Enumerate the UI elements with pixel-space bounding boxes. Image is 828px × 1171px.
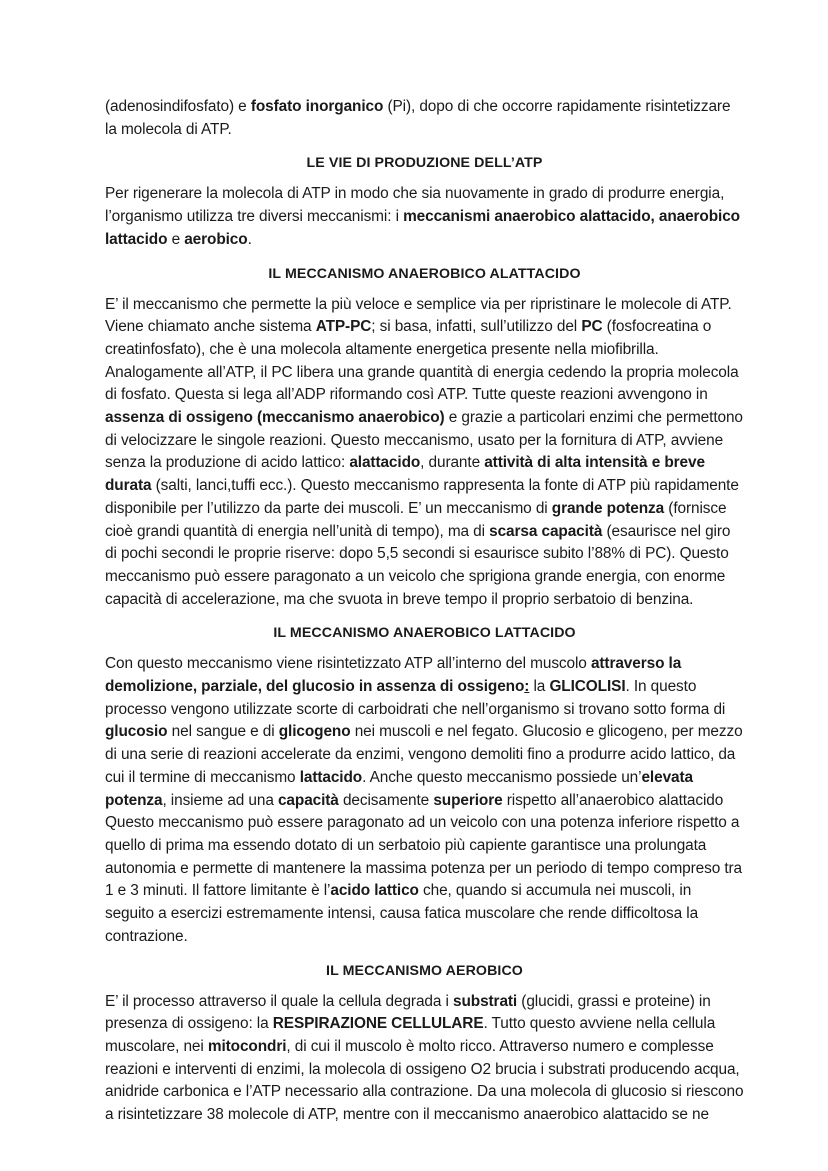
text: ; si basa, infatti, sull’utilizzo del [371,318,582,336]
text: nei muscoli e nel fegato. Glucosio e glicogeno, per mezzo di una serie di reazioni accelerate da enzimi, vengono demoliti fino a produrre acido lattico, da cui il termine di meccanismo [105,723,743,786]
bold-text: alattacido [349,454,421,472]
bold-text: superiore [433,791,503,809]
text: e grazie a particolari enzimi che permettono di velocizzare le singole reazioni. Questo meccanismo, usato per la fornitura di ATP, avviene senza la produzione di acido lattico: [105,409,743,472]
bold-text: mitocondri [207,1037,287,1055]
text: (salti, lanci,tuffi ecc.). Questo meccanismo rappresenta la fonte di ATP più rapidamente disponibile per l’utilizzo da parte dei muscoli. E’ un meccanismo di [105,477,739,517]
bold-text: ATP-PC [315,318,372,336]
bold-text: aerobico [184,230,248,248]
bold-text: attraverso la demolizione, parziale, del glucosio in assenza di ossigeno [105,655,682,696]
bold-text: substrati [453,992,518,1010]
text: decisamente [338,791,434,809]
text: E’ il processo attraverso il quale la cellula degrada i [105,992,454,1010]
text: Con questo meccanismo viene risintetizzato ATP all’interno del muscolo [105,655,591,673]
intro-paragraph [105,96,744,141]
bold-text: attività di alta intensità e breve durata [105,454,705,495]
bold-text: acido lattico [330,882,419,900]
text: . [247,230,252,248]
text: . Tutto questo avviene nella cellula muscolare, nei [105,1015,716,1055]
bold-text: capacità [277,791,339,809]
text: (esaurisce nel giro di pochi secondi le proprie riserve: dopo 5,5 secondi si esaurisce subito l’88% di PC). Questo meccanismo può essere paragonato a un veicolo che sprigiona grande energia, con enorme capacità di accelerazione, ma che svuota in breve tempo il proprio serbatoio di benzina. [105,522,731,608]
paragraph-lattacido [105,653,744,948]
bold-text: RESPIRAZIONE CELLULARE [272,1015,484,1033]
paragraph-alattacido [105,294,744,612]
text: (Pi), dopo di che occorre rapidamente risintetizzare la molecola di ATP. [105,98,731,138]
text: nel sangue e di [167,723,279,741]
bold-text: grande potenza [551,499,665,517]
bold-text: meccanismi anaerobico alattacido, anaerobico lattacido [105,208,740,248]
text: che, quando si accumula nei muscoli, in seguito a esercizi estremamente intensi, causa fatica muscolare che rende difficoltosa la contrazione. [105,882,699,945]
text: (glucidi, grassi e proteine) in presenza di ossigeno: la [105,992,711,1033]
text: rispetto all’anaerobico alattacido Questo meccanismo può essere paragonato ad un veicolo con una potenza inferiore rispetto a quello di prima ma essendo dotato di un serbatoio più capiente garantisce una prolungata autonomia e permette di mantenere la massima potenza per un periodo di tempo compreso tra 1 e 3 minuti. Il fattore limitante è l’ [105,791,743,900]
bold-text: glicogeno [278,723,351,741]
text: , insieme ad una [162,791,278,809]
text: , di cui il muscolo è molto ricco. Attraverso numero e complesse reazioni e interventi di enzimi, la molecola di ossigeno O2 brucia i substrati producendo acqua, anidride carbonica e l’ATP necessario alla contrazione. Da una molecola di glucosio si riescono a risintetizzare 38 molecole di ATP, mentre con il meccanismo anaerobico alattacido se ne [105,1037,744,1124]
bold-text: GLICOLISI [549,678,626,696]
bold-underlined-text: : [524,678,530,696]
bold-text: fosfato inorganico [250,98,384,115]
bold-text: assenza di ossigeno (meccanismo anaerobico) [105,409,445,427]
paragraph-aerobico [105,991,744,1127]
heading-vie-produzione: LE VIE DI PRODUZIONE DELL’ATP [306,155,543,172]
bold-text: glucosio [105,723,168,741]
text: E’ il meccanismo che permette la più veloce e semplice via per ripristinare le molecole di ATP. Viene chiamato anche sistema [105,295,732,336]
text: . In questo processo vengono utilizzate scorte di carboidrati che nell’organismo si trovano sotto forma di [105,678,726,718]
bold-text: lattacido [299,768,363,786]
bold-text: elevata potenza [105,768,693,809]
heading-lattacido: IL MECCANISMO ANAEROBICO LATTACIDO [273,625,576,642]
text: la [529,678,550,696]
heading-aerobico: IL MECCANISMO AEROBICO [326,962,523,979]
bold-text: PC [581,318,603,336]
text: . Anche questo meccanismo possiede un’ [362,768,642,786]
bold-text: scarsa capacità [489,522,603,540]
paragraph-vie-produzione [105,183,744,251]
text: (fornisce cioè grandi quantità di energia nell’unità di tempo), ma di [105,499,727,540]
text: , durante [420,454,485,472]
heading-alattacido: IL MECCANISMO ANAEROBICO ALATTACIDO [268,265,581,282]
text: Per rigenerare la molecola di ATP in modo che sia nuovamente in grado di produrre energia, l’organismo utilizza tre diversi meccanismi: i [105,185,725,226]
text: e [167,230,185,248]
text: (fosfocreatina o creatinfosfato), che è una molecola altamente energetica presente nella miofibrilla. Analogamente all’ATP, il PC libera una grande quantità di energia cedendo la propria molecola di fosfato. Questa si lega all’ADP riformando così ATP. Tutte queste reazioni avvengono in [105,318,739,404]
text: (adenosindifosfato) e [105,98,251,115]
